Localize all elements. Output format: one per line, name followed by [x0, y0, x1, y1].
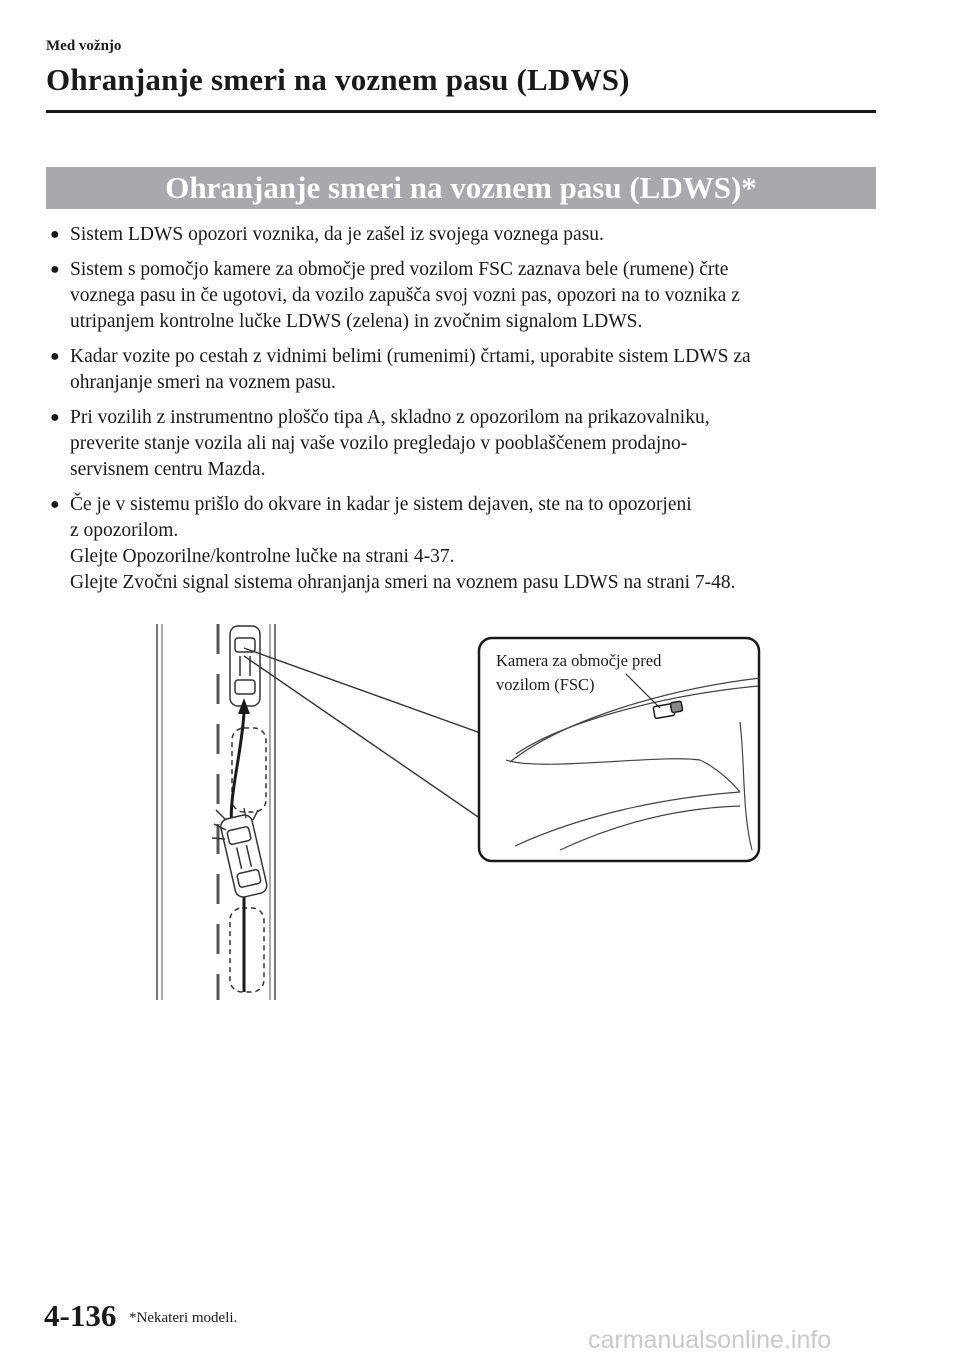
- bullet-item: [50, 222, 880, 248]
- bullet-line: Če je v sistemu prišlo do okvare in kadar je sistem dejaven, ste na to opozorjeni: [70, 494, 692, 515]
- bullet-line: z opozorilom.: [70, 520, 179, 541]
- bullet-list: [50, 222, 880, 605]
- title-rule: [46, 110, 876, 113]
- bullet-item: [50, 257, 880, 335]
- bullet-line: ohranjanje smeri na voznem pasu.: [70, 372, 336, 393]
- bullet-line: servisnem centru Mazda.: [70, 459, 266, 480]
- ldws-illustration: [140, 612, 780, 1012]
- drifting-car-icon: [219, 813, 268, 898]
- bullet-item: [50, 405, 880, 483]
- footnote: *Nekateri modeli.: [129, 1310, 238, 1326]
- bullet-icon: ●: [50, 496, 60, 513]
- camera-callout-lines: [244, 648, 500, 832]
- bullet-line: Kadar vozite po cestah z vidnimi belimi (rumenimi) črtami, uporabite sistem LDWS za: [70, 346, 751, 367]
- bullet-icon: ●: [50, 261, 60, 278]
- page-title: Ohranjanje smeri na voznem pasu (LDWS): [46, 62, 630, 97]
- bullet-icon: ●: [50, 409, 60, 426]
- bullet-line: Sistem LDWS opozori voznika, da je zašel iz svojega voznega pasu.: [70, 224, 604, 245]
- car-ahead-icon: [230, 626, 260, 706]
- bullet-line: Glejte Zvočni signal sistema ohranjanja smeri na voznem pasu LDWS na strani 7-48.: [70, 572, 736, 593]
- bullet-line: preverite stanje vozila ali naj vaše vozilo pregledajo v pooblaščenem prodajno-: [70, 433, 688, 454]
- camera-detail-box: [479, 638, 759, 861]
- bullet-icon: ●: [50, 348, 60, 365]
- camera-callout-label: vozilom (FSC): [496, 675, 595, 694]
- page-number: 4-136: [44, 1298, 117, 1333]
- section-label: Med vožnjo: [46, 38, 122, 54]
- bullet-icon: ●: [50, 226, 60, 243]
- watermark: carmanualsonline.info: [588, 1326, 832, 1354]
- bullet-line: voznega pasu in če ugotovi, da vozilo zapušča svoj vozni pas, opozori na to voznika z: [70, 285, 740, 306]
- bullet-line: Glejte Opozorilne/kontrolne lučke na strani 4-37.: [70, 546, 455, 567]
- bullet-line: utripanjem kontrolne lučke LDWS (zelena) in zvočnim signalom LDWS.: [70, 311, 643, 332]
- bullet-line: Sistem s pomočjo kamere za območje pred vozilom FSC zaznava bele (rumene) črte: [70, 259, 729, 280]
- bullet-line: Pri vozilih z instrumentno ploščo tipa A, skladno z opozorilom na prikazovalniku,: [70, 407, 710, 428]
- camera-callout-label: Kamera za območje pred: [496, 651, 662, 670]
- bullet-item: [50, 492, 880, 596]
- section-banner: Ohranjanje smeri na voznem pasu (LDWS)*: [46, 167, 876, 209]
- bullet-item: [50, 344, 880, 396]
- drift-ghost-lower: [230, 908, 264, 992]
